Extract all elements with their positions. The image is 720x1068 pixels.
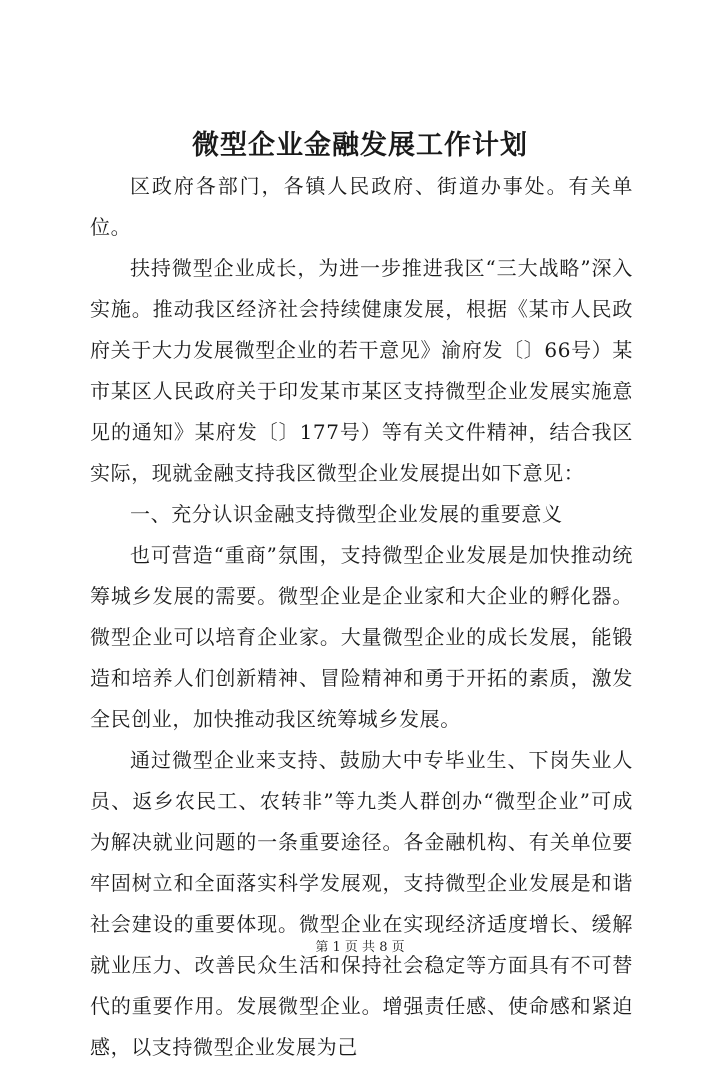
page-number-footer: 第 1 页 共 8 页 xyxy=(315,940,405,955)
section-heading-1: 一、充分认识金融支持微型企业发展的重要意义 xyxy=(130,502,563,526)
document-body xyxy=(90,166,633,1068)
document-title: 微型企业金融发展工作计划 xyxy=(192,130,528,161)
paragraph-addressee: 区政府各部门，各镇人民政府、街道办事处。有关单位。 xyxy=(90,174,633,239)
paragraph-body-2: 通过微型企业来支持、鼓励大中专毕业生、下岗失业人员、返乡农民工、农转非”等九类人群创办“微型企业”可成为解决就业问题的一条重要途径。各金融机构、有关单位要牢固树立和全面落实科学发展观，支持微型企业发展是和谐社会建设的重要体现。微型企业在实现经济适度增长、缓解就业压力、改善民众生活和保持社会稳定等方面具有不可替代的重要作用。发展微型企业。增强责任感、使命感和紧迫感，以支持微型企业发展为己 xyxy=(90,748,633,1059)
paragraph-intro: 扶持微型企业成长，为进一步推进我区“三大战略”深入实施。推动我区经济社会持续健康发展，根据《某市人民政府关于大力发展微型企业的若干意见》渝府发〔〕66号）某市某区人民政府关于印发某市某区支持微型企业发展实施意见的通知》某府发〔〕177号）等有关文件精神，结合我区实际，现就金融支持我区微型企业发展提出如下意见： xyxy=(90,256,633,485)
paragraph-body-1: 也可营造“重商”氛围，支持微型企业发展是加快推动统筹城乡发展的需要。微型企业是企业家和大企业的孵化器。微型企业可以培育企业家。大量微型企业的成长发展，能锻造和培养人们创新精神、冒险精神和勇于开拓的素质，激发全民创业，加快推动我区统筹城乡发展。 xyxy=(90,543,633,731)
